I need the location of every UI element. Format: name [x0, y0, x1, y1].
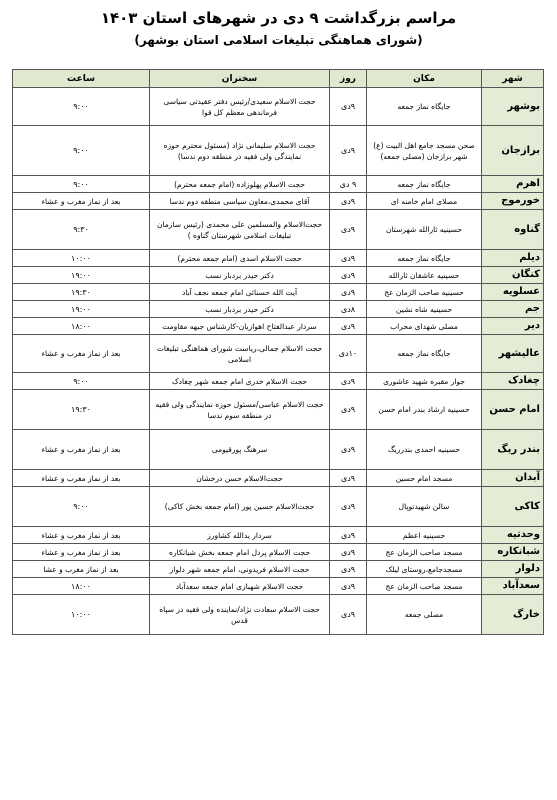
- cell-place: صحن مسجد جامع اهل البیت (ع) شهر برازجان (مصلی جمعه): [367, 126, 482, 176]
- cell-day: ۹دی: [330, 430, 367, 470]
- cell-time: ۹:۰۰: [13, 126, 150, 176]
- table-row: [13, 335, 544, 373]
- cell-time: ۱۹:۰۰: [13, 267, 150, 284]
- table-row: [13, 318, 544, 335]
- table-row: [13, 210, 544, 250]
- cell-time: بعد از نماز مغرب و عشا: [13, 561, 150, 578]
- cell-time: ۱۰:۰۰: [13, 595, 150, 635]
- header-speaker: سخنران: [150, 70, 330, 88]
- cell-speaker: حجت الاسلام خدری امام جمعه شهر چغادک: [150, 373, 330, 390]
- cell-day: ۸دی: [330, 301, 367, 318]
- cell-day: ۹دی: [330, 250, 367, 267]
- cell-city: سعدآباد: [482, 578, 544, 595]
- cell-place: مسجدجامع،روستای لیلک: [367, 561, 482, 578]
- cell-city: بوشهر: [482, 88, 544, 126]
- cell-time: ۱۹:۳۰: [13, 390, 150, 430]
- cell-speaker: حجت الاسلام سعیدی/رئیس دفتر عقیدتی سیاسی فرماندهی معظم کل قوا: [150, 88, 330, 126]
- cell-speaker: دکتر حیدر بردبار نسب: [150, 301, 330, 318]
- header-time: ساعت: [13, 70, 150, 88]
- cell-speaker: حجت‌الاسلام والمسلمین علی محمدی (رئیس سازمان تبلیغات اسلامی شهرستان گناوه ): [150, 210, 330, 250]
- table-row: [13, 390, 544, 430]
- table-row: [13, 176, 544, 193]
- table-row: [13, 487, 544, 527]
- cell-day: ۹دی: [330, 284, 367, 301]
- table-row: [13, 250, 544, 267]
- cell-place: مسجد صاحب الزمان عج: [367, 544, 482, 561]
- table-row: [13, 373, 544, 390]
- cell-day: ۹دی: [330, 88, 367, 126]
- cell-place: مصلی شهدای محراب: [367, 318, 482, 335]
- table-row: [13, 430, 544, 470]
- cell-day: ۹دی: [330, 126, 367, 176]
- cell-day: ۹دی: [330, 527, 367, 544]
- cell-place: جایگاه نماز جمعه: [367, 250, 482, 267]
- cell-place: مصلی جمعه: [367, 595, 482, 635]
- cell-speaker: آیت الله حسنائی امام جمعه نجف آباد: [150, 284, 330, 301]
- cell-day: ۹دی: [330, 595, 367, 635]
- cell-city: اهرم: [482, 176, 544, 193]
- cell-day: ۱۰دی: [330, 335, 367, 373]
- cell-speaker: حجت الاسلام پردل امام جمعه بخش شبانکاره: [150, 544, 330, 561]
- cell-city: عالیشهر: [482, 335, 544, 373]
- cell-speaker: حجت الاسلام عباسی/مسئول حوزه نمایندگی ولی فقیه در منطقه سوم ندسا: [150, 390, 330, 430]
- cell-city: شبانکاره: [482, 544, 544, 561]
- cell-city: خارگ: [482, 595, 544, 635]
- cell-time: بعد از نماز مغرب و عشاء: [13, 335, 150, 373]
- cell-city: برازجان: [482, 126, 544, 176]
- cell-place: حسینیه اعظم: [367, 527, 482, 544]
- cell-city: بندر ریگ: [482, 430, 544, 470]
- table-row: [13, 578, 544, 595]
- table-row: [13, 544, 544, 561]
- cell-place: حسینیه شاه نشین: [367, 301, 482, 318]
- cell-city: وحدتیه: [482, 527, 544, 544]
- cell-time: بعد از نماز مغرب و عشاء: [13, 193, 150, 210]
- cell-speaker: دکتر حیدر بردبار نسب: [150, 267, 330, 284]
- cell-city: آبدان: [482, 470, 544, 487]
- cell-day: ۹دی: [330, 267, 367, 284]
- cell-time: بعد از نماز مغرب و عشاء: [13, 544, 150, 561]
- table-body: [13, 88, 544, 635]
- cell-day: ۹دی: [330, 470, 367, 487]
- cell-day: ۹دی: [330, 578, 367, 595]
- cell-place: مسجد صاحب الزمان عج: [367, 578, 482, 595]
- cell-speaker: حجت الاسلام سلیمانی نژاد (مسئول محترم حوزه نمایندگی ولی فقیه در منطقه دوم ندسا): [150, 126, 330, 176]
- cell-speaker: سرهنگ پورقیومی: [150, 430, 330, 470]
- cell-day: ۹دی: [330, 390, 367, 430]
- page-title: مراسم بزرگداشت ۹ دی در شهرهای استان ۱۴۰۳: [100, 9, 457, 27]
- cell-speaker: سردار یدالله کشاورز: [150, 527, 330, 544]
- cell-time: بعد از نماز مغرب و عشاء: [13, 527, 150, 544]
- cell-day: ۹دی: [330, 210, 367, 250]
- cell-city: کنگان: [482, 267, 544, 284]
- cell-city: کاکی: [482, 487, 544, 527]
- cell-time: بعد از نماز مغرب و عشاء: [13, 470, 150, 487]
- cell-speaker: آقای محمدی،معاون سیاسی منطقه دوم ندسا: [150, 193, 330, 210]
- cell-day: ۹ دی: [330, 176, 367, 193]
- cell-city: دیلم: [482, 250, 544, 267]
- cell-place: سالن شهیدتوپال: [367, 487, 482, 527]
- cell-speaker: سردار عبدالفتاح اهوازیان-کارشناس جبهه مقاومت: [150, 318, 330, 335]
- cell-time: ۹:۰۰: [13, 373, 150, 390]
- cell-place: حسینیه عاشقان ثارالله: [367, 267, 482, 284]
- header-place: مکان: [367, 70, 482, 88]
- cell-day: ۹دی: [330, 193, 367, 210]
- cell-speaker: حجت الاسلام جمالی،ریاست شورای هماهنگی تبلیغات اسلامی: [150, 335, 330, 373]
- page-subtitle: (شورای هماهنگی تبلیغات اسلامی استان بوشهر): [134, 33, 423, 47]
- cell-day: ۹دی: [330, 487, 367, 527]
- table-row: [13, 561, 544, 578]
- cell-speaker: حجت الاسلام اسدی (امام جمعه محترم): [150, 250, 330, 267]
- cell-time: بعد از نماز مغرب و عشاء: [13, 430, 150, 470]
- cell-day: ۹دی: [330, 373, 367, 390]
- cell-time: ۱۸:۰۰: [13, 578, 150, 595]
- header-city: شهر: [482, 70, 544, 88]
- table-row: [13, 267, 544, 284]
- cell-place: جایگاه نماز جمعه: [367, 176, 482, 193]
- cell-place: مسجد امام حسین: [367, 470, 482, 487]
- cell-city: دیر: [482, 318, 544, 335]
- cell-place: مصلای امام خامنه ای: [367, 193, 482, 210]
- cell-place: حسینیه احمدی بندرریگ: [367, 430, 482, 470]
- cell-day: ۹دی: [330, 318, 367, 335]
- header-day: روز: [330, 70, 367, 88]
- cell-time: ۹:۰۰: [13, 88, 150, 126]
- cell-speaker: حجت‌الاسلام حسن درخشان: [150, 470, 330, 487]
- cell-speaker: حجت الاسلام سعادت نژاد/نماینده ولی فقیه در سپاه قدس: [150, 595, 330, 635]
- cell-time: ۹:۰۰: [13, 176, 150, 193]
- cell-time: ۱۰:۰۰: [13, 250, 150, 267]
- table-row: [13, 88, 544, 126]
- cell-city: گناوه: [482, 210, 544, 250]
- cell-city: دلوار: [482, 561, 544, 578]
- cell-city: امام حسن: [482, 390, 544, 430]
- table-header-row: [13, 70, 544, 88]
- table-row: [13, 126, 544, 176]
- table-row: [13, 595, 544, 635]
- cell-time: ۱۹:۳۰: [13, 284, 150, 301]
- cell-speaker: حجت‌الاسلام حسین پور (امام جمعه بخش کاکی): [150, 487, 330, 527]
- cell-city: جم: [482, 301, 544, 318]
- cell-time: ۱۹:۰۰: [13, 301, 150, 318]
- schedule-table: [12, 69, 544, 635]
- cell-place: حسینیه صاحب الزمان عج: [367, 284, 482, 301]
- cell-city: عسلویه: [482, 284, 544, 301]
- table-row: [13, 527, 544, 544]
- cell-time: ۹:۳۰: [13, 210, 150, 250]
- cell-day: ۹دی: [330, 544, 367, 561]
- title-block: [0, 6, 557, 50]
- table-row: [13, 284, 544, 301]
- cell-time: ۱۸:۰۰: [13, 318, 150, 335]
- cell-city: چغادک: [482, 373, 544, 390]
- cell-speaker: حجت الاسلام فریدونی، امام جمعه شهر دلوار: [150, 561, 330, 578]
- cell-speaker: حجت الاسلام پهلوزاده (امام جمعه محترم): [150, 176, 330, 193]
- cell-place: جوار مقبره شهید عاشوری: [367, 373, 482, 390]
- cell-place: حسینیه ثارالله شهرستان: [367, 210, 482, 250]
- cell-city: خورموج: [482, 193, 544, 210]
- cell-speaker: حجت الاسلام شهبازی امام جمعه سعدآباد: [150, 578, 330, 595]
- table-row: [13, 470, 544, 487]
- table-row: [13, 301, 544, 318]
- cell-place: حسینیه ارشاد بندر امام حسن: [367, 390, 482, 430]
- cell-place: جایگاه نماز جمعه: [367, 88, 482, 126]
- cell-time: ۹:۰۰: [13, 487, 150, 527]
- cell-place: جایگاه نماز جمعه: [367, 335, 482, 373]
- cell-day: ۹دی: [330, 561, 367, 578]
- table-row: [13, 193, 544, 210]
